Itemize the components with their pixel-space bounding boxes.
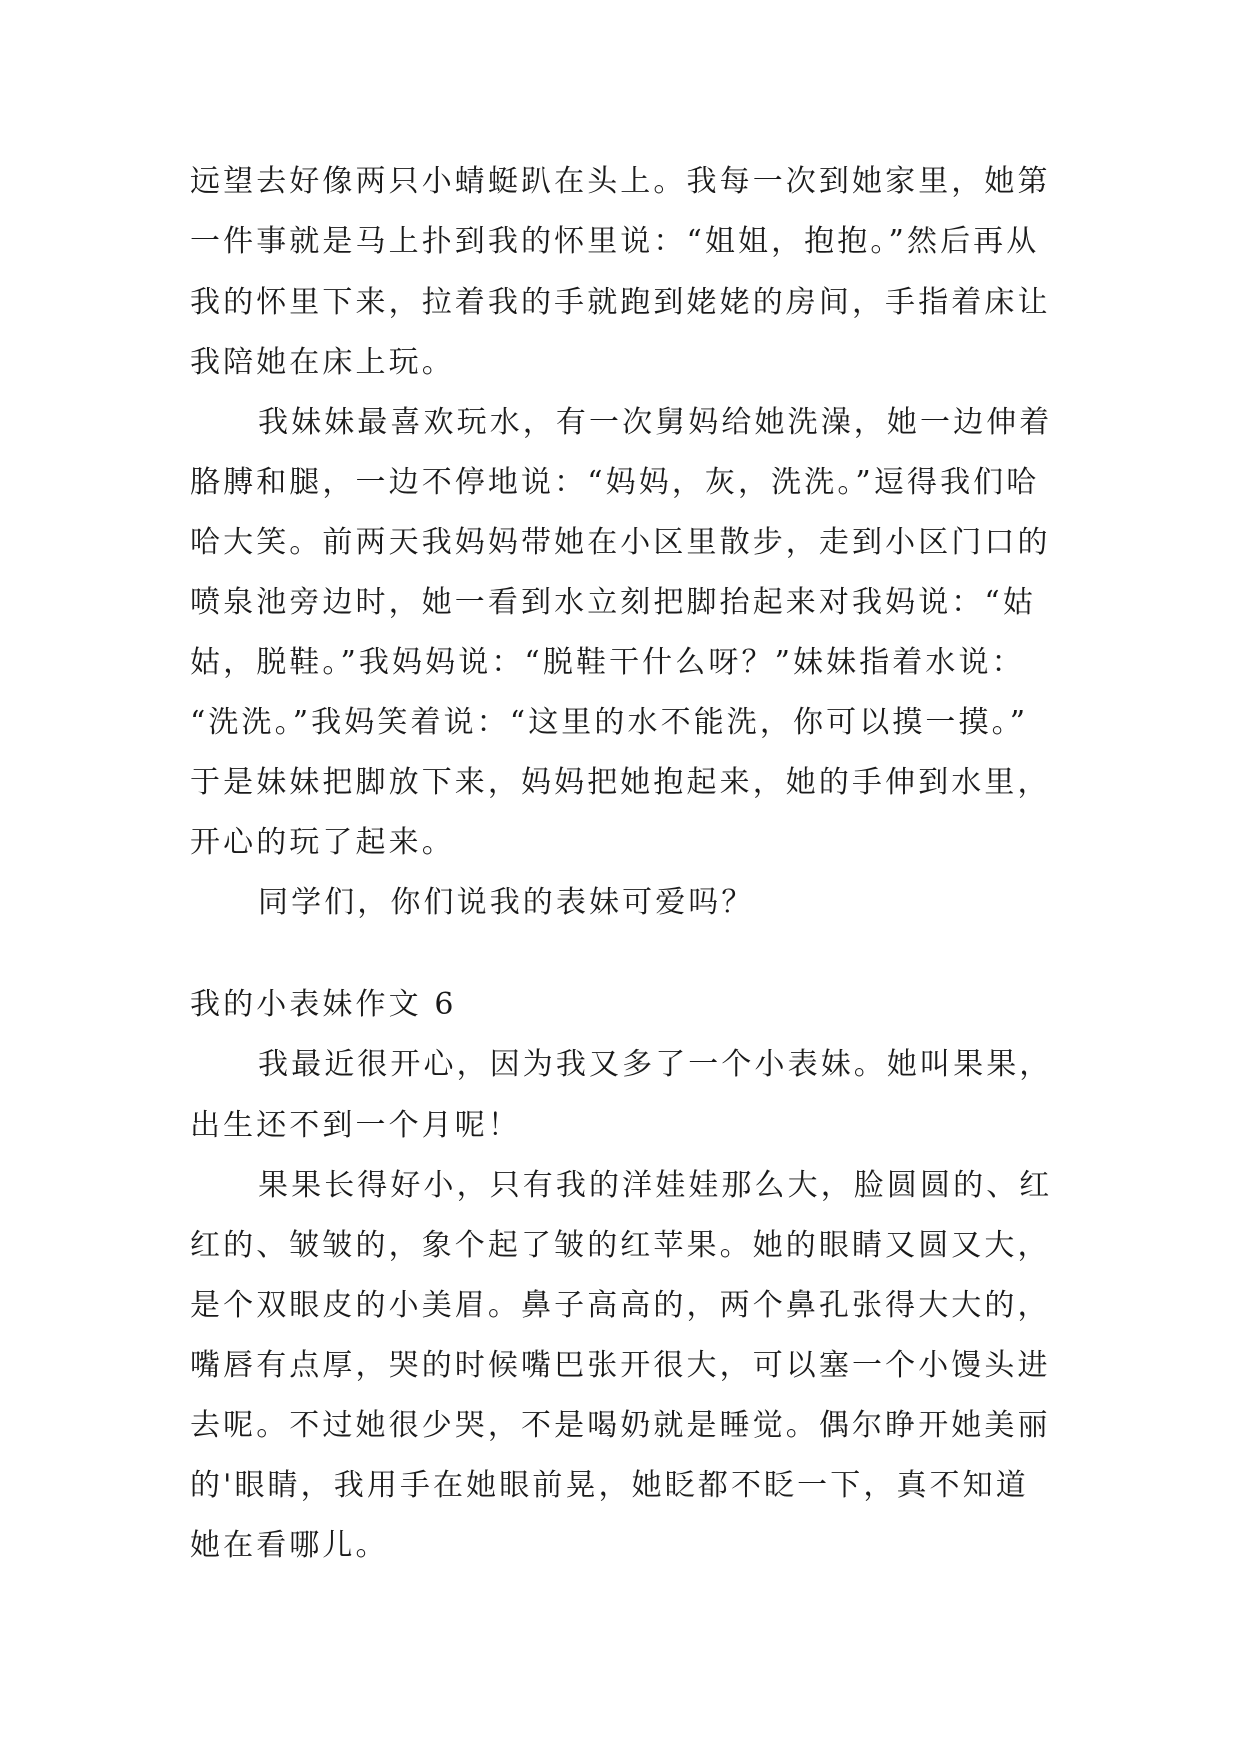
text-line: 红的、皱皱的，象个起了皱的红苹果。她的眼睛又圆又大， bbox=[190, 1228, 1051, 1263]
text-line: 胳膊和腿，一边不停地说：“妈妈，灰，洗洗。”逗得我们哈 bbox=[190, 465, 1040, 500]
text-line: 她在看哪儿。 bbox=[190, 1528, 389, 1563]
paragraph-first-line: 果果长得好小，只有我的洋娃娃那么大，脸圆圆的、红 bbox=[258, 1168, 1053, 1203]
paragraph-first-line: 我妹妹最喜欢玩水，有一次舅妈给她洗澡，她一边伸着 bbox=[258, 405, 1053, 440]
text-line: 哈大笑。前两天我妈妈带她在小区里散步，走到小区门口的 bbox=[190, 525, 1051, 560]
paragraph-first-line: 同学们，你们说我的表妹可爱吗？ bbox=[258, 885, 755, 920]
text-line: “洗洗。”我妈笑着说：“这里的水不能洗，你可以摸一摸。” bbox=[190, 705, 1029, 740]
text-line: 的'眼睛，我用手在她眼前晃，她眨都不眨一下，真不知道 bbox=[190, 1468, 1029, 1503]
text-line: 喷泉池旁边时，她一看到水立刻把脚抬起来对我妈说：“姑 bbox=[190, 585, 1036, 620]
text-line: 一件事就是马上扑到我的怀里说：“姐姐，抱抱。”然后再从 bbox=[190, 224, 1040, 259]
text-line: 嘴唇有点厚，哭的时候嘴巴张开很大，可以塞一个小馒头进 bbox=[190, 1348, 1051, 1383]
text-line: 我的怀里下来，拉着我的手就跑到姥姥的房间，手指着床让 bbox=[190, 285, 1051, 320]
text-line: 远望去好像两只小蜻蜓趴在头上。我每一次到她家里，她第 bbox=[190, 164, 1051, 199]
text-line: 去呢。不过她很少哭，不是喝奶就是睡觉。偶尔睁开她美丽 bbox=[190, 1408, 1051, 1443]
text-line: 姑，脱鞋。”我妈妈说：“脱鞋干什么呀？”妹妹指着水说： bbox=[190, 645, 1025, 680]
paragraph-first-line: 我最近很开心，因为我又多了一个小表妹。她叫果果， bbox=[258, 1047, 1053, 1082]
text-line: 出生还不到一个月呢！ bbox=[190, 1108, 521, 1143]
text-line: 我陪她在床上玩。 bbox=[190, 345, 455, 380]
section-title: 我的小表妹作文 6 bbox=[190, 987, 457, 1022]
text-line: 是个双眼皮的小美眉。鼻子高高的，两个鼻孔张得大大的， bbox=[190, 1288, 1051, 1323]
text-line: 于是妹妹把脚放下来，妈妈把她抱起来，她的手伸到水里， bbox=[190, 765, 1051, 800]
text-line: 开心的玩了起来。 bbox=[190, 825, 455, 860]
